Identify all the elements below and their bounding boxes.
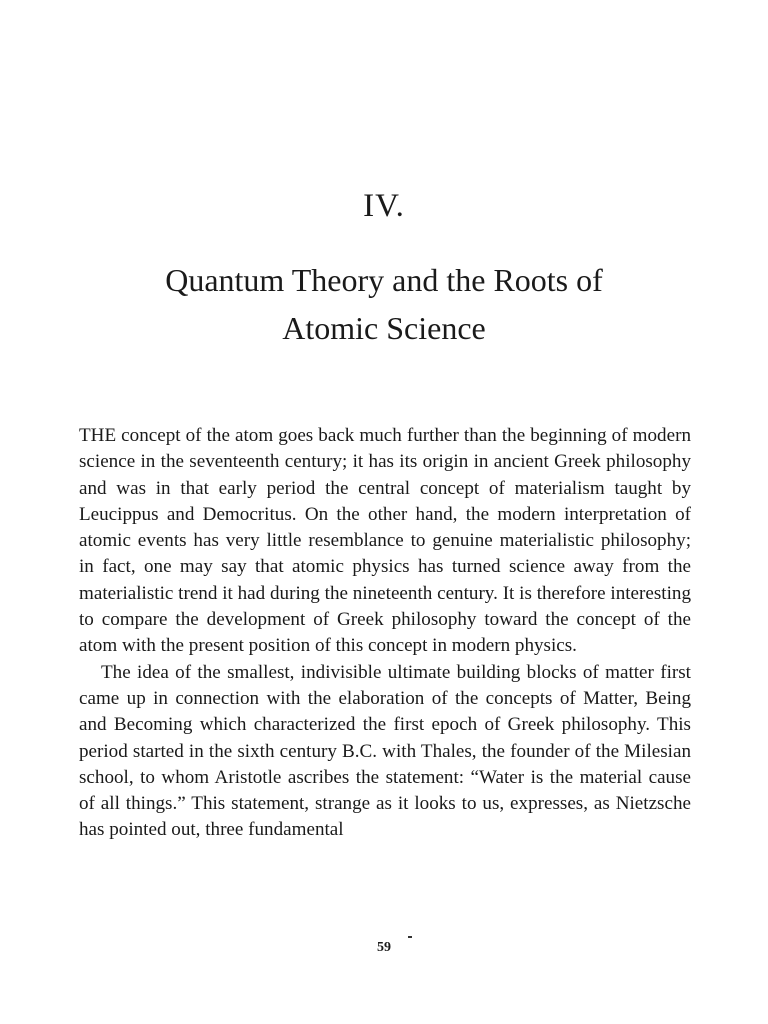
page-number: 59 (377, 940, 391, 955)
body-text (79, 423, 691, 844)
chapter-title-line-1: Quantum Theory and the Roots of (165, 262, 603, 298)
chapter-title-line-2: Atomic Science (282, 310, 486, 346)
chapter-title (60, 256, 708, 352)
chapter-number: IV. (363, 188, 405, 224)
paragraph-1: THE concept of the atom goes back much further than the beginning of modern science in the seventeenth century; it has its origin in ancient Greek philosophy and was in that early period the central concept of materialism taught by Leucippus and Democritus. On the other hand, the modern interpretation of atomic events has very little resemblance to genuine materialistic philosophy; in fact, one may say that atomic physics has turned science away from the materialistic trend it had during the nineteenth century. It is therefore interesting to compare the development of Greek philosophy toward the concept of the atom with the present position of this concept in modern physics. (79, 425, 691, 657)
paragraph-2: The idea of the smallest, indivisible ultimate building blocks of matter first came up in connection with the elaboration of the concepts of Matter, Being and Becoming which characterized the first epoch of Greek philosophy. This period started in the sixth century B.C. with Thales, the founder of the Milesian school, to whom Aristotle ascribes the statement: “Water is the material cause of all things.” This statement, strange as it looks to us, expresses, as Nietzsche has pointed out, three fundamental (79, 661, 691, 841)
